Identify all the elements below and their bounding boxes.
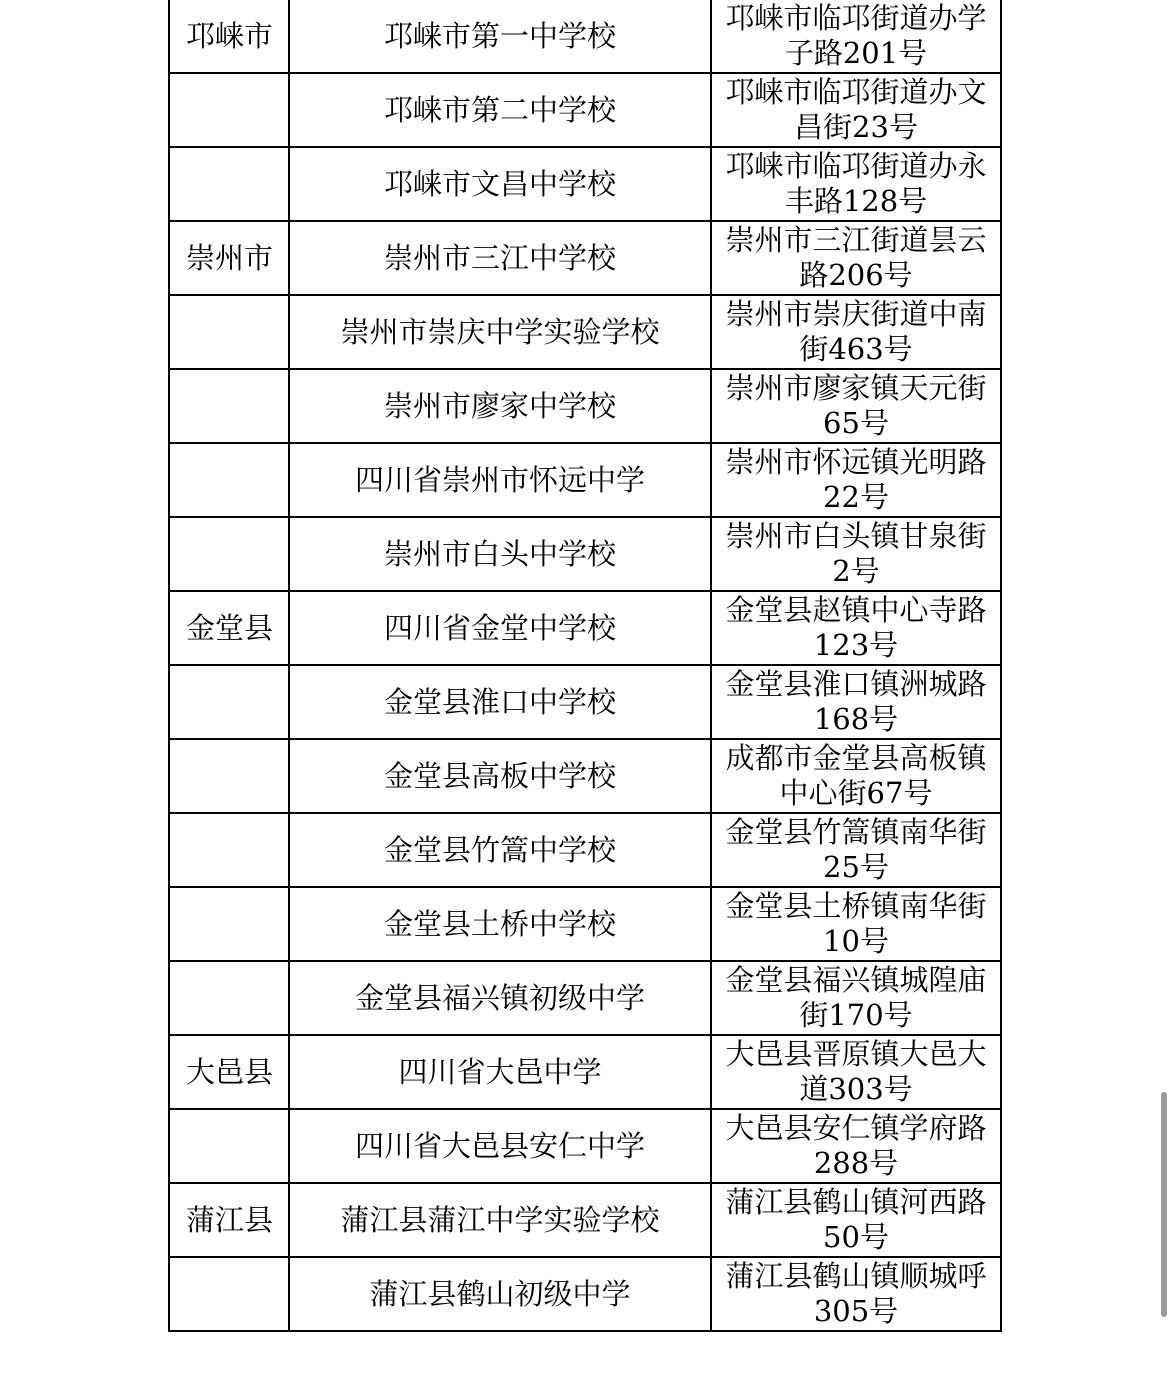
address-cell: 蒲江县鹤山镇河西路50号 <box>711 1183 1001 1257</box>
district-cell: 蒲江县 <box>169 1183 289 1257</box>
address-cell: 邛崃市临邛街道办学子路201号 <box>711 0 1001 73</box>
district-cell: 崇州市 <box>169 221 289 295</box>
school-name-cell: 邛崃市第一中学校 <box>289 0 711 73</box>
vertical-scrollbar[interactable] <box>1156 0 1170 1385</box>
school-name-cell: 金堂县淮口中学校 <box>289 665 711 739</box>
address-cell: 崇州市崇庆街道中南街463号 <box>711 295 1001 369</box>
district-cell <box>169 147 289 221</box>
table-row <box>169 295 1001 369</box>
district-cell <box>169 961 289 1035</box>
school-name-cell: 四川省大邑县安仁中学 <box>289 1109 711 1183</box>
school-name-cell: 金堂县福兴镇初级中学 <box>289 961 711 1035</box>
district-cell <box>169 813 289 887</box>
address-cell: 金堂县福兴镇城隍庙街170号 <box>711 961 1001 1035</box>
district-cell: 邛崃市 <box>169 0 289 73</box>
district-cell: 大邑县 <box>169 1035 289 1109</box>
district-cell <box>169 665 289 739</box>
school-name-cell: 四川省金堂中学校 <box>289 591 711 665</box>
table-row <box>169 369 1001 443</box>
table-row <box>169 813 1001 887</box>
district-cell <box>169 443 289 517</box>
table-row <box>169 1183 1001 1257</box>
address-cell: 崇州市三江街道昙云路206号 <box>711 221 1001 295</box>
table-row <box>169 221 1001 295</box>
address-cell: 金堂县竹篙镇南华街25号 <box>711 813 1001 887</box>
table-row <box>169 591 1001 665</box>
table-row <box>169 887 1001 961</box>
table-body <box>169 0 1001 1331</box>
address-cell: 崇州市怀远镇光明路22号 <box>711 443 1001 517</box>
address-cell: 大邑县晋原镇大邑大道303号 <box>711 1035 1001 1109</box>
table-row <box>169 1035 1001 1109</box>
school-name-cell: 金堂县高板中学校 <box>289 739 711 813</box>
table-row <box>169 443 1001 517</box>
school-name-cell: 崇州市白头中学校 <box>289 517 711 591</box>
address-cell: 崇州市廖家镇天元街65号 <box>711 369 1001 443</box>
district-cell <box>169 517 289 591</box>
school-address-table <box>168 0 1002 1332</box>
table-row <box>169 0 1001 73</box>
school-name-cell: 四川省崇州市怀远中学 <box>289 443 711 517</box>
school-name-cell: 蒲江县鹤山初级中学 <box>289 1257 711 1331</box>
school-name-cell: 金堂县竹篙中学校 <box>289 813 711 887</box>
school-name-cell: 崇州市三江中学校 <box>289 221 711 295</box>
school-name-cell: 邛崃市第二中学校 <box>289 73 711 147</box>
table-row <box>169 1109 1001 1183</box>
table-row <box>169 73 1001 147</box>
table-row <box>169 739 1001 813</box>
address-cell: 金堂县土桥镇南华街10号 <box>711 887 1001 961</box>
district-cell <box>169 73 289 147</box>
address-cell: 崇州市白头镇甘泉街2号 <box>711 517 1001 591</box>
table-row <box>169 665 1001 739</box>
school-name-cell: 四川省大邑中学 <box>289 1035 711 1109</box>
district-cell <box>169 887 289 961</box>
table-row <box>169 961 1001 1035</box>
school-name-cell: 蒲江县蒲江中学实验学校 <box>289 1183 711 1257</box>
school-name-cell: 邛崃市文昌中学校 <box>289 147 711 221</box>
address-cell: 邛崃市临邛街道办文昌街23号 <box>711 73 1001 147</box>
district-cell: 金堂县 <box>169 591 289 665</box>
table-row <box>169 517 1001 591</box>
school-name-cell: 金堂县土桥中学校 <box>289 887 711 961</box>
address-cell: 成都市金堂县高板镇中心街67号 <box>711 739 1001 813</box>
address-cell: 大邑县安仁镇学府路288号 <box>711 1109 1001 1183</box>
school-name-cell: 崇州市崇庆中学实验学校 <box>289 295 711 369</box>
address-cell: 蒲江县鹤山镇顺城呼305号 <box>711 1257 1001 1331</box>
table-row <box>169 1257 1001 1331</box>
address-cell: 金堂县淮口镇洲城路168号 <box>711 665 1001 739</box>
district-cell <box>169 1109 289 1183</box>
district-cell <box>169 739 289 813</box>
district-cell <box>169 369 289 443</box>
district-cell <box>169 1257 289 1331</box>
address-cell: 邛崃市临邛街道办永丰路128号 <box>711 147 1001 221</box>
district-cell <box>169 295 289 369</box>
table-row <box>169 147 1001 221</box>
scrollbar-thumb[interactable] <box>1161 1092 1167 1317</box>
address-cell: 金堂县赵镇中心寺路123号 <box>711 591 1001 665</box>
school-name-cell: 崇州市廖家中学校 <box>289 369 711 443</box>
